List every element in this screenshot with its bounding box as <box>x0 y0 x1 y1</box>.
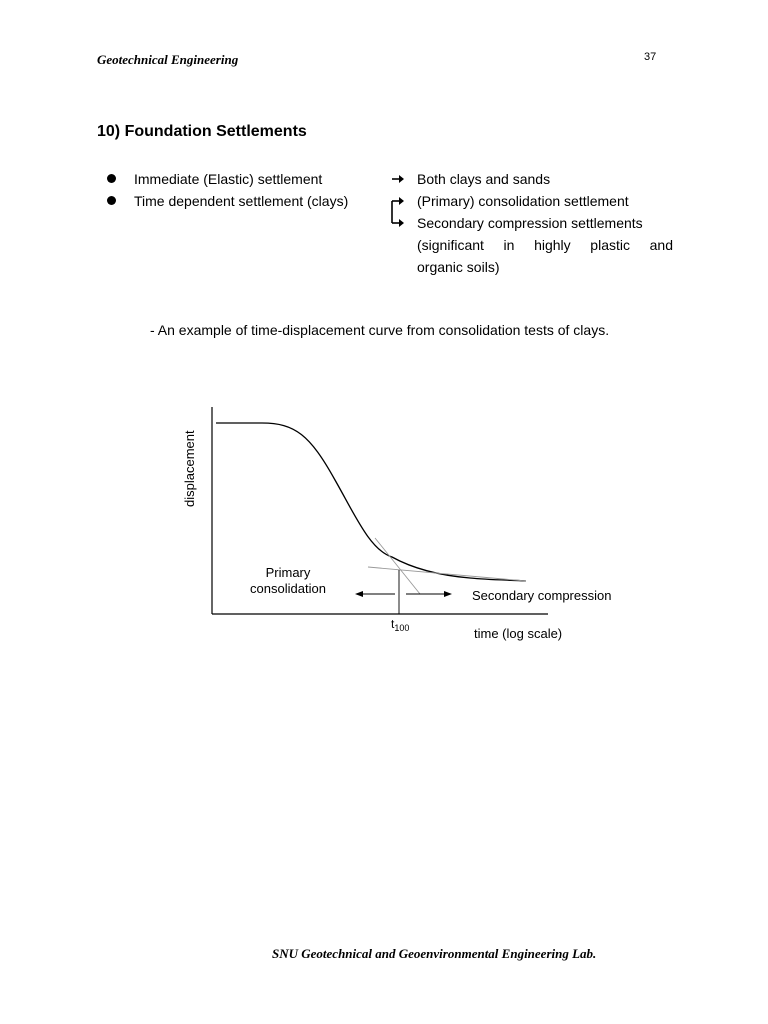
bullet-text: Time dependent settlement (clays) <box>134 193 349 209</box>
t100-label <box>391 617 409 633</box>
arrow-right-icon <box>392 197 404 205</box>
secondary-arrow <box>406 591 452 597</box>
bullet-icon <box>107 174 116 183</box>
bullet-text: Immediate (Elastic) settlement <box>134 171 323 187</box>
header-title: Geotechnical Engineering <box>97 52 239 67</box>
section-title: 10) Foundation Settlements <box>97 123 307 140</box>
right-item: Both clays and sands <box>417 171 551 187</box>
arrow-right-icon <box>392 175 404 183</box>
y-axis-label: displacement <box>182 430 197 507</box>
primary-arrow <box>355 591 395 597</box>
right-item: Secondary compression settlements <box>417 215 643 231</box>
x-axis-label: time (log scale) <box>474 626 563 641</box>
right-column <box>417 168 673 278</box>
footer-text: SNU Geotechnical and Geoenvironmental Engineering Lab. <box>272 946 597 961</box>
displacement-curve <box>216 423 526 581</box>
primary-label-line1: Primary <box>265 565 311 580</box>
figure-caption: - An example of time-displacement curve from consolidation tests of clays. <box>150 322 610 338</box>
primary-label-line2: consolidation <box>250 581 326 596</box>
bracket-arrow-icon <box>392 201 404 227</box>
arrows-group <box>384 168 414 238</box>
secondary-label: Secondary compression <box>472 588 612 603</box>
time-displacement-chart <box>170 395 650 645</box>
t100-subscript: 100 <box>394 623 410 633</box>
bullet-icon <box>107 196 116 205</box>
secondary-tangent-line <box>368 567 526 581</box>
t100-base: t <box>391 617 395 631</box>
right-item: (significant in highly plastic and <box>417 237 673 253</box>
right-item: organic soils) <box>417 259 500 275</box>
right-item: (Primary) consolidation settlement <box>417 193 629 209</box>
page-number: 37 <box>644 51 657 63</box>
